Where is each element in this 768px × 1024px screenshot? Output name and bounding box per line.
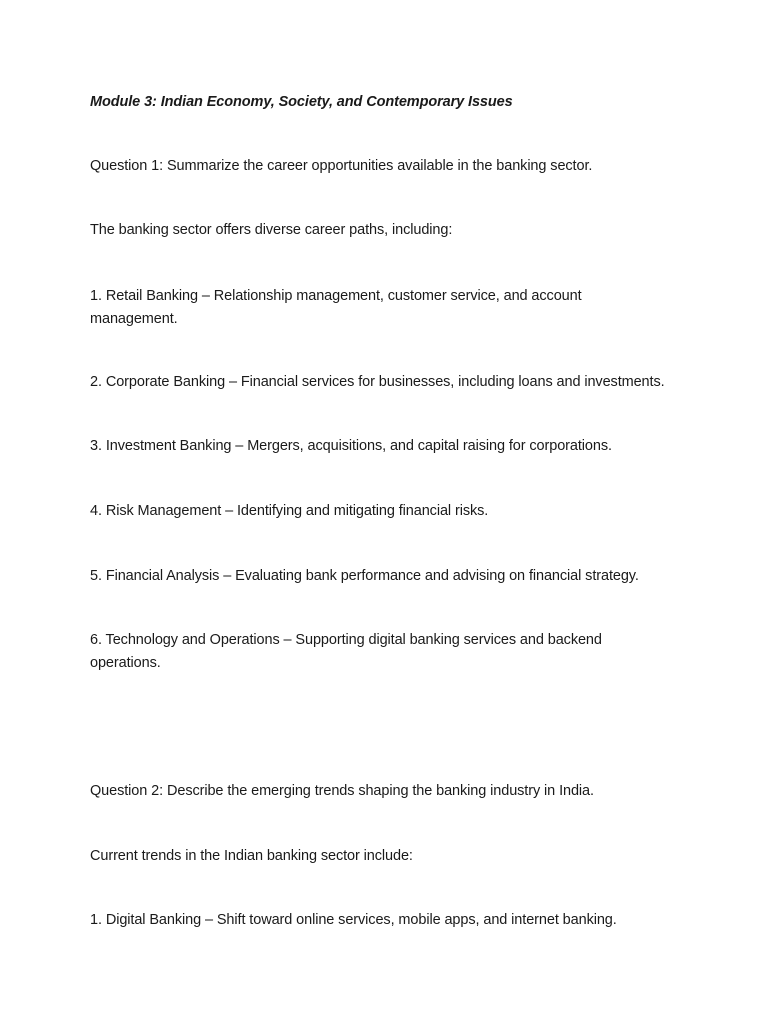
question-1-intro: The banking sector offers diverse career paths, including:: [90, 222, 453, 238]
list-item-corporate-banking: 2. Corporate Banking – Financial services for businesses, including loans and investments.: [90, 374, 665, 390]
question-2-text: Question 2: Describe the emerging trends shaping the banking industry in India.: [90, 783, 594, 799]
list-item-technology-operations: 6. Technology and Operations – Supporting digital banking services and backend operations.: [90, 632, 602, 671]
question-1-text: Question 1: Summarize the career opportunities available in the banking sector.: [90, 158, 593, 174]
module-heading: Module 3: Indian Economy, Society, and Contemporary Issues: [90, 94, 513, 110]
list-item-financial-analysis: 5. Financial Analysis – Evaluating bank performance and advising on financial strategy.: [90, 568, 639, 584]
question-2-intro: Current trends in the Indian banking sector include:: [90, 848, 413, 864]
list-item-retail-banking: 1. Retail Banking – Relationship management, customer service, and account management.: [90, 288, 582, 327]
list-item-digital-banking: 1. Digital Banking – Shift toward online services, mobile apps, and internet banking.: [90, 912, 617, 928]
list-item-risk-management: 4. Risk Management – Identifying and mitigating financial risks.: [90, 503, 489, 519]
list-item-investment-banking: 3. Investment Banking – Mergers, acquisitions, and capital raising for corporations.: [90, 438, 612, 454]
